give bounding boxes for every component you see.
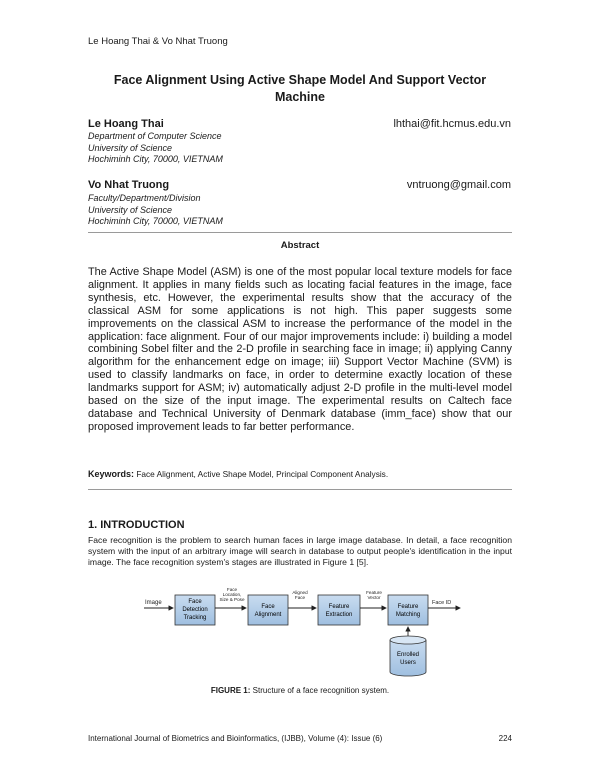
box-label: Matching (395, 612, 421, 618)
database-label: Enrolled (396, 652, 420, 658)
box-label: Face (188, 599, 202, 605)
box-label: Feature (397, 604, 419, 610)
arrow-label: Feature (366, 590, 382, 595)
box-label: Alignment (254, 612, 282, 618)
figure-caption (88, 686, 512, 695)
box-label: Feature (328, 604, 350, 610)
caption-label: FIGURE 1: (210, 686, 251, 695)
database-label: Users (400, 660, 416, 666)
author-affiliation (88, 131, 223, 166)
affiliation-line: Hochiminh City, 70000, VIETNAM (88, 216, 223, 227)
author-email: vntruong@gmail.com (406, 179, 511, 191)
box-label: Tracking (183, 615, 207, 621)
face-alignment-box (248, 595, 288, 625)
author-email: lhthai@fit.hcmus.edu.vn (393, 118, 511, 130)
divider (88, 232, 512, 233)
affiliation-line: Faculty/Department/Division (88, 193, 201, 203)
caption-text: Structure of a face recognition system. (252, 686, 390, 695)
box-label: Extraction (325, 612, 353, 618)
abstract-body: The Active Shape Model (ASM) is one of the most popular local texture models for face alignment. It applies in many fields such as locating facial features in the image, face synthesis, etc. However, the experimental results show that the accuracy of the classical ASM for some applications is not high. This paper suggests some improvements on the classical ASM to increase the performance of the model in the application: face alignment. Four of our major improvements include: i) building a model combining Sobel filter and the 2-D profile in searching face in image; ii) applying Canny algorithm for the enhancement edge on image; iii) Support Vector Machine (SVM) is used to classify landmarks on face, in order to determine exactly location of these landmarks support for ASM; iv) automatically adjust 2-D profile in the multi-level model based on the size of the input image. The experimental results on Caltech face database and Technical University of Denmark database (imm_face) show that our proposed improvement leads to far better performance. (88, 266, 512, 433)
author-name: Vo Nhat Truong (88, 179, 170, 191)
affiliation-line: University of Science (88, 204, 173, 215)
section-heading: 1. INTRODUCTION (88, 519, 185, 531)
input-label: Image (145, 600, 162, 606)
divider (88, 489, 512, 490)
enrolled-users-database (390, 636, 426, 676)
intro-paragraph: Face recognition is the problem to search human faces in large image database. In detail, a face recognition system with the input of an arbitrary image will search in database to output people's identification in the input image. The face recognition system's stages are illustrated in Figure 1 [5]. (88, 535, 512, 567)
author-name: Le Hoang Thai (88, 118, 164, 130)
box-label: Detection (182, 607, 208, 613)
keywords-text: Face Alignment, Active Shape Model, Principal Component Analysis. (136, 469, 389, 479)
affiliation-line: Hochiminh City, 70000, VIETNAM (88, 154, 223, 165)
figure-1 (140, 584, 470, 684)
arrow-label: Vector (367, 595, 381, 600)
arrow-label: Aligned (292, 590, 308, 595)
arrow-label: Face (226, 587, 238, 592)
footer-journal: International Journal of Biometrics and Bioinformatics, (IJBB), Volume (4): Issue (6) (88, 734, 383, 743)
arrow-label: Location, (222, 592, 242, 597)
abstract-heading: Abstract (280, 240, 320, 251)
arrow-label: Size & Pose (219, 597, 245, 602)
keywords (88, 469, 512, 479)
running-head: Le Hoang Thai & Vo Nhat Truong (88, 36, 228, 47)
author-affiliation (88, 193, 223, 228)
keywords-label: Keywords: (88, 469, 135, 479)
affiliation-line: Department of Computer Science (88, 131, 222, 141)
box-label: Face (261, 604, 275, 610)
figure-diagram (140, 584, 470, 684)
affiliation-line: University of Science (88, 142, 173, 153)
arrow-label: Face (294, 595, 306, 600)
output-label: Face ID (432, 600, 452, 606)
feature-matching-box (388, 595, 428, 625)
feature-extraction-box (318, 595, 360, 625)
paper-title: Face Alignment Using Active Shape Model And Support Vector Machine (113, 73, 487, 104)
page-number: 224 (498, 734, 512, 743)
